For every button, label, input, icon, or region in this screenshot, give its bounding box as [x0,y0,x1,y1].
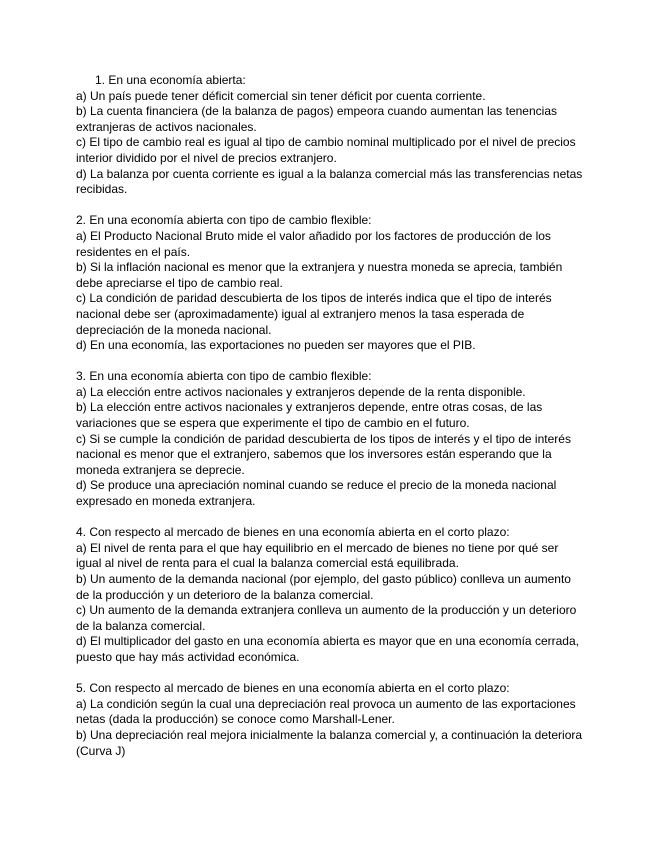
answer-option: c) Si se cumple la condición de paridad descubierta de los tipos de interés y el tipo de interés nacional es menor que el extranjero, sabemos que los inversores están esperando que la moneda extranjera se deprecie. [76,431,571,477]
answer-option: c) El tipo de cambio real es igual al tipo de cambio nominal multiplicado por el nivel de precios interior dividido por el nivel de precios extranjero. [76,135,576,165]
answer-option: a) La condición según la cual una depreciación real provoca un aumento de las exportaciones netas (dada la producción) se conoce como Marshall-Lener. [76,696,576,727]
document-body [76,73,584,775]
answer-option: b) Una depreciación real mejora inicialmente la balanza comercial y, a continuación la deteriora (Curva J) [76,727,583,758]
question-2 [76,213,584,353]
answer-option: a) El nivel de renta para el que hay equilibrio en el mercado de bienes no tiene por qué ser igual al nivel de renta para el cual la balanza comercial está equilibrada. [76,540,559,571]
question-stem: 5. Con respecto al mercado de bienes en una economía abierta en el corto plazo: [76,681,510,696]
answer-option: d) El multiplicador del gasto en una economía abierta es mayor que en una economía cerrada, puesto que hay más actividad económica. [76,634,579,664]
question-stem: 2. En una economía abierta con tipo de cambio flexible: [76,213,372,228]
answer-option: b) Un aumento de la demanda nacional (por ejemplo, del gasto público) conlleva un aumento de la producción y un deterioro de la balanza comercial. [76,572,571,602]
question-stem: 3. En una economía abierta con tipo de cambio flexible: [76,369,372,384]
question-1 [76,73,584,198]
answer-option: b) La elección entre activos nacionales y extranjeros depende, entre otras cosas, de las variaciones que se espera que experimente el tipo de cambio en el futuro. [76,400,543,431]
question-5 [76,681,584,759]
answer-option: b) Si la inflación nacional es menor que la extranjera y nuestra moneda se aprecia, también debe apreciarse el tipo de cambio real. [76,260,563,290]
answer-option: d) En una economía, las exportaciones no pueden ser mayores que el PIB. [76,338,476,353]
question-3 [76,369,584,509]
question-4 [76,525,584,665]
question-stem: 1. En una economía abierta: [95,73,246,87]
answer-option: a) Un país puede tener déficit comercial sin tener déficit por cuenta corriente. [76,88,486,103]
answer-option: a) La elección entre activos nacionales y extranjeros depende de la renta disponible. [76,384,526,399]
answer-option: b) La cuenta financiera (de la balanza de pagos) empeora cuando aumentan las tenencias extranjeras de activos nacionales. [76,104,557,134]
answer-option: c) La condición de paridad descubierta de los tipos de interés indica que el tipo de interés nacional debe ser (aproximadamente) igual al extranjero menos la tasa esperada de depreciación de la moneda nacional. [76,291,552,337]
answer-option: d) La balanza por cuenta corriente es igual a la balanza comercial más las transferencias netas recibidas. [76,166,583,197]
answer-option: c) Un aumento de la demanda extranjera conlleva un aumento de la producción y un deterioro de la balanza comercial. [76,603,577,633]
answer-option: a) El Producto Nacional Bruto mide el valor añadido por los factores de producción de los residentes en el país. [76,228,551,259]
question-stem: 4. Con respecto al mercado de bienes en una economía abierta en el corto plazo: [76,525,510,540]
answer-option: d) Se produce una apreciación nominal cuando se reduce el precio de la moneda nacional expresado en moneda extranjera. [76,478,557,509]
